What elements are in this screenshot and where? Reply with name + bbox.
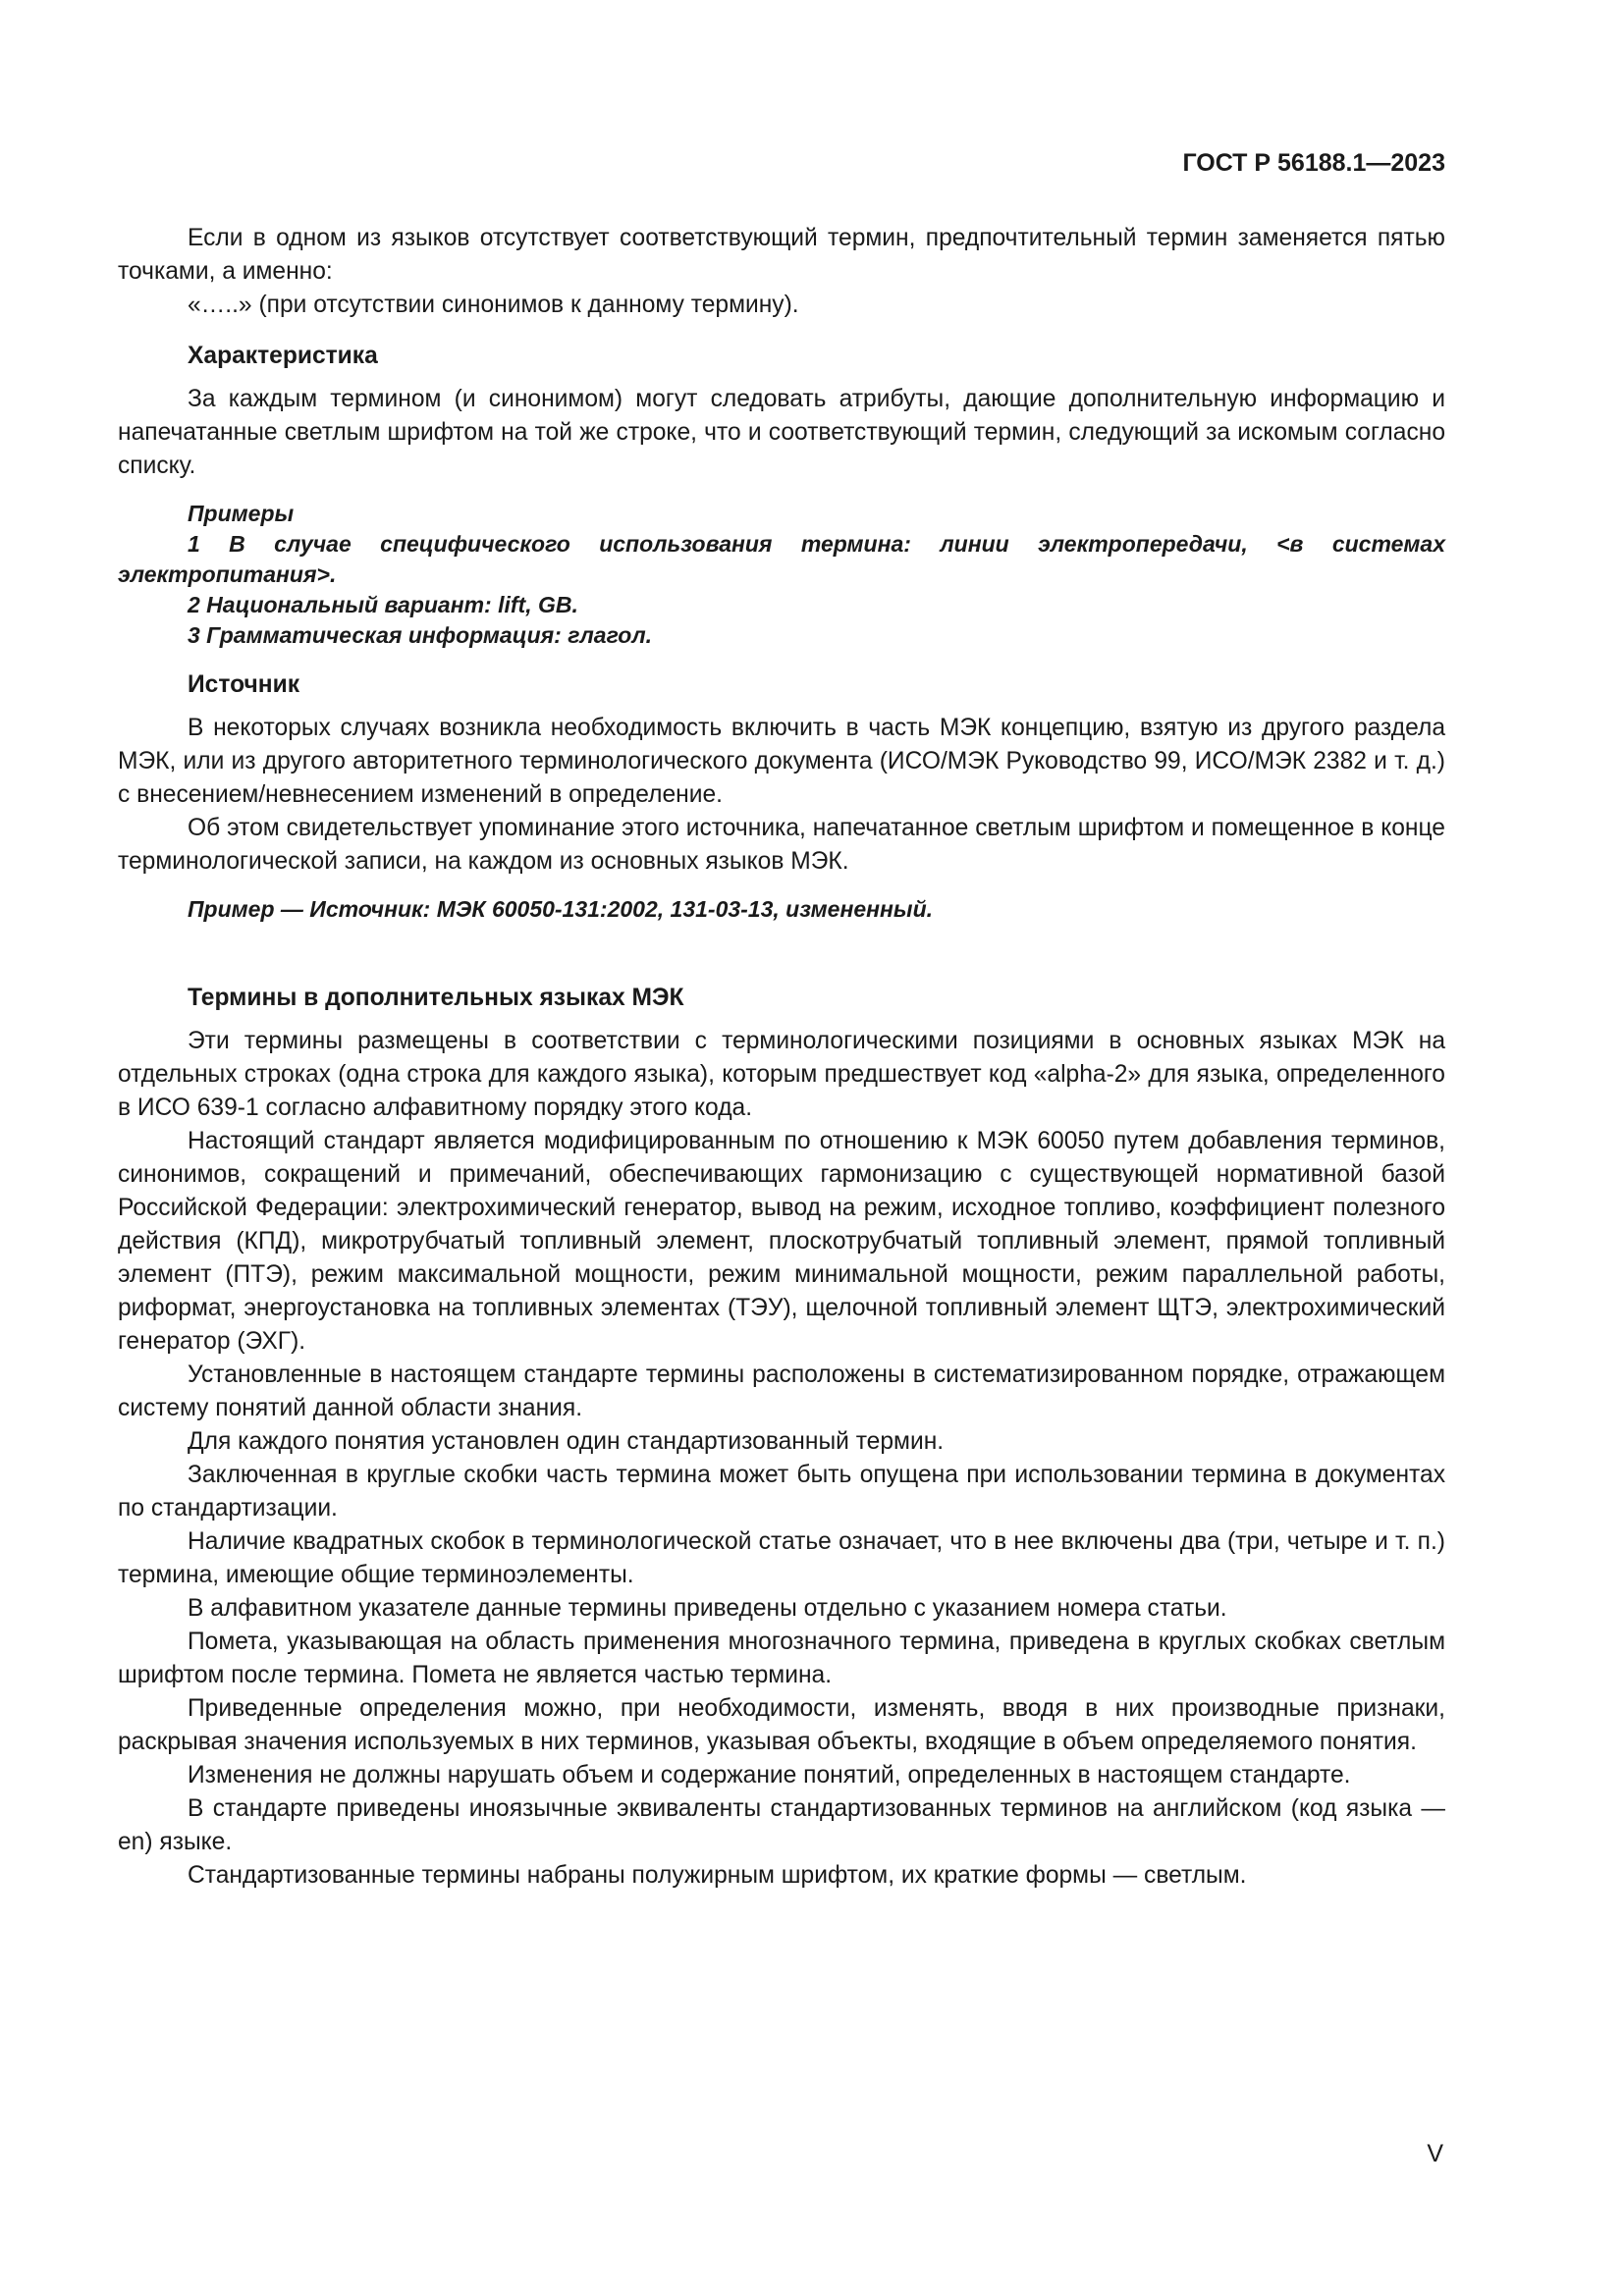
body-paragraph: Для каждого понятия установлен один стандартизованный термин. xyxy=(188,1428,945,1455)
body-paragraph: За каждым термином (и синонимом) могут следовать атрибуты, дающие дополнительную информацию и напечатанные светлым шрифтом на той же строке, что и соответствующий термин, следующий за искомым согласно списку. xyxy=(118,386,1445,479)
body-paragraph: В некоторых случаях возникла необходимость включить в часть МЭК концепцию, взятую из другого раздела МЭК, или из другого авторитетного терминологического документа (ИСО/МЭК Руководство 99, ИСО/МЭК 2382 и т. д.) с внесением/невнесением изменений в определение. xyxy=(118,715,1445,808)
section-heading-characteristic: Характеристика xyxy=(188,343,378,369)
intro-paragraph: Если в одном из языков отсутствует соответствующий термин, предпочтительный термин заменяется пятью точками, а именно: xyxy=(118,225,1445,285)
example-item: 1 В случае специфического использования термина: линии электропередачи, <в системах электропитания>. xyxy=(118,531,1445,587)
section-heading-source: Источник xyxy=(188,671,300,698)
body-paragraph: Приведенные определения можно, при необходимости, изменять, вводя в них производные признаки, раскрывая значения используемых в них терминов, указывая объекты, входящие в объем определяемого понятия. xyxy=(118,1695,1445,1755)
page-number: V xyxy=(1427,2140,1443,2167)
body-paragraph: В алфавитном указателе данные термины приведены отдельно с указанием номера статьи. xyxy=(188,1595,1227,1622)
intro-paragraph: «…..» (при отсутствии синонимов к данному термину). xyxy=(188,292,799,318)
document-id-header: ГОСТ Р 56188.1—2023 xyxy=(1182,149,1445,177)
body-paragraph: Стандартизованные термины набраны полужирным шрифтом, их краткие формы — светлым. xyxy=(188,1862,1247,1889)
body-paragraph: Помета, указывающая на область применения многозначного термина, приведена в круглых скобках светлым шрифтом после термина. Помета не является частью термина. xyxy=(118,1629,1445,1688)
body-paragraph: Эти термины размещены в соответствии с терминологическими позициями в основных языках МЭК на отдельных строках (одна строка для каждого языка), которым предшествует код «alpha-2» для языка, определенного в ИСО 639-1 согласно алфавитному порядку этого кода. xyxy=(118,1028,1445,1121)
body-paragraph: Настоящий стандарт является модифицированным по отношению к МЭК 60050 путем добавления терминов, синонимов, сокращений и примечаний, обеспечивающих гармонизацию с существующей нормативной базой Российской Федерации: электрохимический генератор, вывод на режим, исходное топливо, коэффициент полезного действия (КПД), микротрубчатый топливный элемент, плоскотрубчатый топливный элемент, прямой топливный элемент (ПТЭ), режим максимальной мощности, режим минимальной мощности, режим параллельной работы, риформат, энергоустановка на топливных элементах (ТЭУ), щелочной топливный элемент ЩТЭ, электрохимический генератор (ЭХГ). xyxy=(118,1128,1445,1355)
source-example: Пример — Источник: МЭК 60050-131:2002, 131-03-13, измененный. xyxy=(188,896,934,922)
page-content xyxy=(118,222,1445,1893)
body-paragraph: В стандарте приведены иноязычные эквиваленты стандартизованных терминов на английском (код языка — en) языке. xyxy=(118,1795,1445,1855)
section-heading-additional-languages: Термины в дополнительных языках МЭК xyxy=(188,985,684,1011)
body-paragraph: Наличие квадратных скобок в терминологической статье означает, что в нее включены два (три, четыре и т. п.) термина, имеющие общие терминоэлементы. xyxy=(118,1528,1445,1588)
body-paragraph: Об этом свидетельствует упоминание этого источника, напечатанное светлым шрифтом и помещенное в конце терминологической записи, на каждом из основных языков МЭК. xyxy=(118,815,1445,875)
example-item: 2 Национальный вариант: lift, GB. xyxy=(188,592,578,617)
body-paragraph: Изменения не должны нарушать объем и содержание понятий, определенных в настоящем стандарте. xyxy=(188,1762,1351,1789)
body-paragraph: Заключенная в круглые скобки часть термина может быть опущена при использовании термина в документах по стандартизации. xyxy=(118,1462,1445,1522)
example-item: 3 Грамматическая информация: глагол. xyxy=(188,622,653,648)
examples-title: Примеры xyxy=(188,501,295,526)
body-paragraph: Установленные в настоящем стандарте термины расположены в систематизированном порядке, отражающем систему понятий данной области знания. xyxy=(118,1362,1445,1421)
